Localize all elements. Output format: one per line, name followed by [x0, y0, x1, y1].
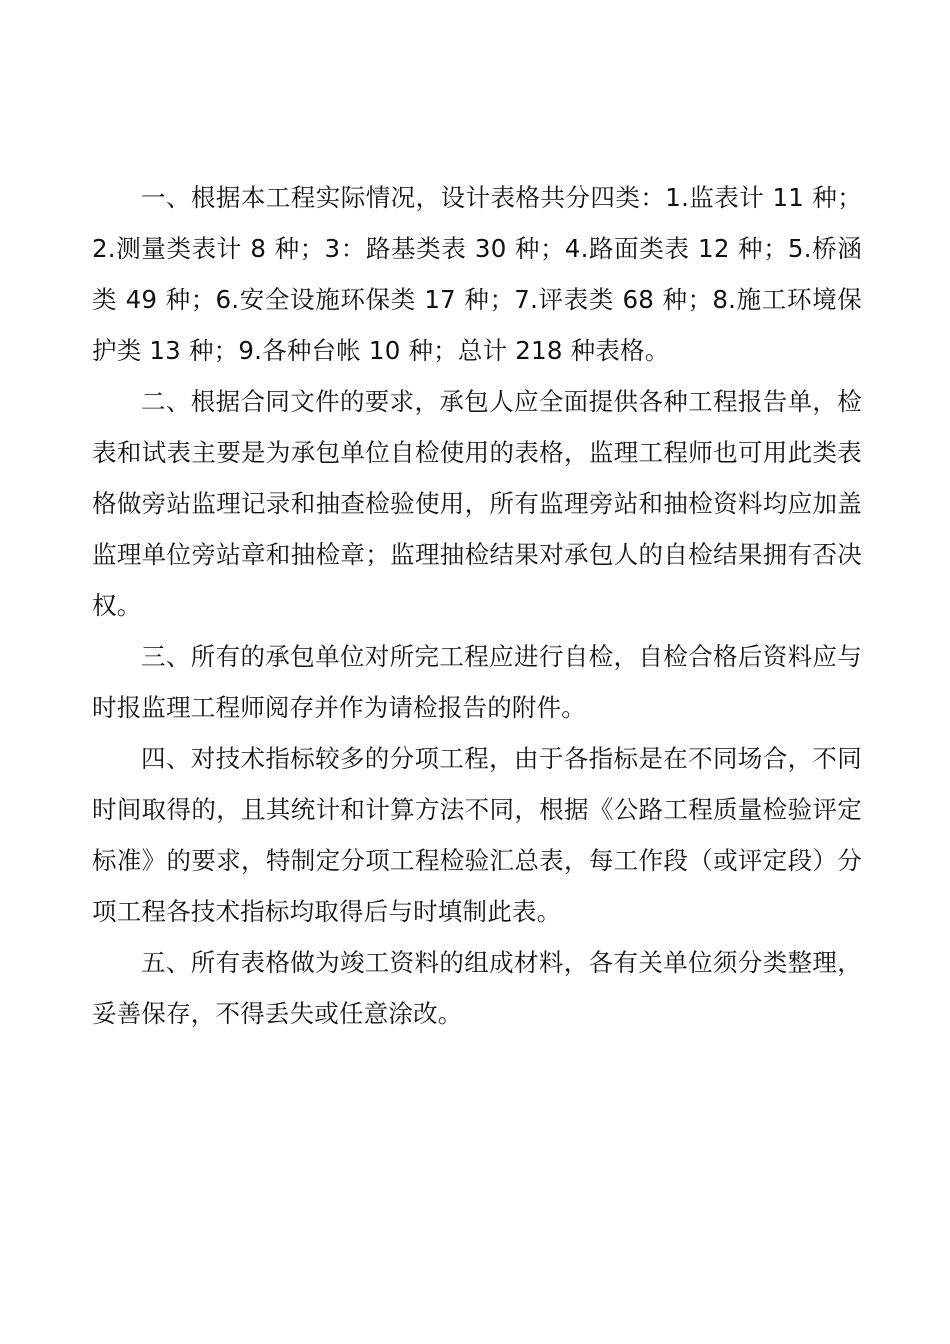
paragraph-5: 五、所有表格做为竣工资料的组成材料，各有关单位须分类整理，妥善保存，不得丢失或任意涂改。	[92, 948, 862, 1028]
paragraph-3: 三、所有的承包单位对所完工程应进行自检，自检合格后资料应与时报监理工程师阅存并作为请检报告的附件。	[92, 642, 862, 722]
paragraph-4: 四、对技术指标较多的分项工程，由于各指标是在不同场合，不同时间取得的，且其统计和计算方法不同，根据《公路工程质量检验评定标准》的要求，特制定分项工程检验汇总表，每工作段（或评定段）分项工程各技术指标均取得后与时填制此表。	[92, 744, 862, 926]
paragraph-1: 一、根据本工程实际情况，设计表格共分四类：1.监表计 11 种；2.测量类表计 8 种；3：路基类表 30 种；4.路面类表 12 种；5.桥涵类 49 种；6.安全设施环保类 17 种；7.评表类 68 种；8.施工环境保护类 13 种；9.各种台帐 10 种；总计 218 种表格。	[92, 183, 862, 365]
paragraph-2: 二、根据合同文件的要求，承包人应全面提供各种工程报告单，检表和试表主要是为承包单位自检使用的表格，监理工程师也可用此类表格做旁站监理记录和抽查检验使用，所有监理旁站和抽检资料均应加盖监理单位旁站章和抽检章；监理抽检结果对承包人的自检结果拥有否决权。	[92, 387, 862, 620]
document-body	[92, 172, 862, 1039]
